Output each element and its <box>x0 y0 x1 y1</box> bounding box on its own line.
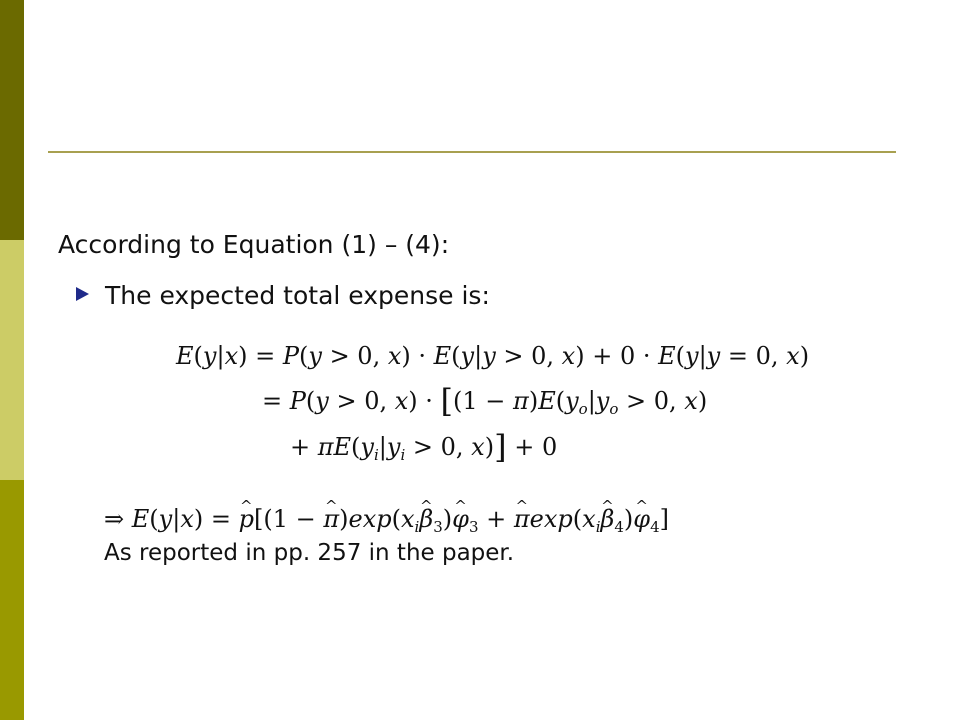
title-divider <box>48 151 896 153</box>
bullet-item <box>76 279 490 313</box>
intro-text: According to Equation (1) – (4): <box>58 230 450 259</box>
bullet-text: The expected total expense is: <box>105 281 490 310</box>
triangle-bullet-icon <box>76 287 89 301</box>
equation-line-3: + $\pi E(y_i|y_i > 0$, x)] + 0 <box>290 428 558 466</box>
sidebar-top-block <box>0 0 24 240</box>
equation-line-1: E(y|x) = P(y > 0, x) · E(y|y > 0, x) + 0 · E(y|y = 0, x) <box>176 342 810 370</box>
paper-reference-note: As reported in pp. 257 in the paper. <box>104 540 515 566</box>
equation-line-2: = P(y > 0, $x) \cdot [(1 - \pi)E(y_o|y_o > 0$, x) <box>262 382 708 420</box>
result-equation: ⇒ E(y|x) = ^ p[(1 − ^ $\pi)\exp(x_i\^{}$ $\beta_3)\^{}$ $\varphi_3$ + ^ $\pi\exp(x_i\^{}$ $\beta_4)\^{}$ $\varphi_4$] <box>104 503 669 535</box>
sidebar-bottom-block <box>0 480 24 720</box>
sidebar-middle-block <box>0 240 24 480</box>
